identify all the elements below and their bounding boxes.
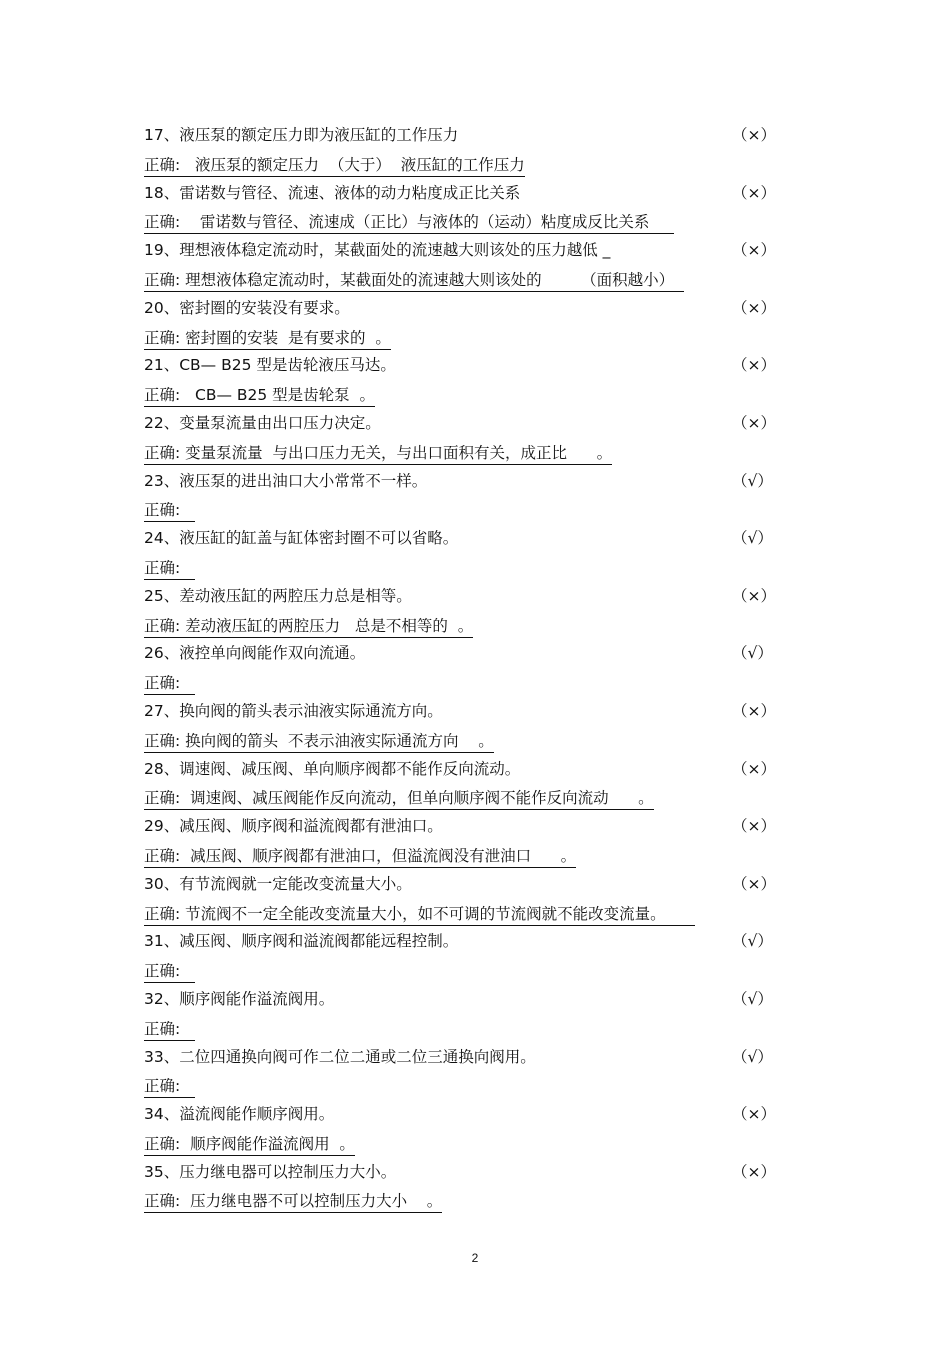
question-item [144, 812, 804, 870]
question-text: 20、密封圈的安装没有要求。 [144, 298, 350, 317]
question-item [144, 639, 804, 697]
question-text: 33、二位四通换向阀可作二位二通或二位三通换向阀用。 [144, 1047, 536, 1066]
question-line [144, 236, 804, 265]
answer-line [144, 783, 804, 812]
correction-text: 正确: 液压泵的额定压力 （大于） 液压缸的工作压力 [144, 154, 525, 177]
question-text: 22、变量泵流量由出口压力决定。 [144, 413, 381, 432]
question-item [144, 697, 804, 755]
correction-text: 正确: 密封圈的安装 是有要求的 。 [144, 327, 391, 350]
question-item [144, 1043, 804, 1101]
question-item [144, 985, 804, 1043]
judgement-mark: （√） [732, 989, 773, 1008]
correction-text: 正确: 压力继电器不可以控制压力大小 。 [144, 1190, 442, 1213]
question-text: 31、减压阀、顺序阀和溢流阀都能远程控制。 [144, 932, 459, 951]
page-number: 2 [471, 1251, 479, 1265]
question-item [144, 1158, 804, 1216]
question-line [144, 1100, 804, 1129]
answer-line [144, 956, 804, 985]
judgement-mark: （×） [732, 356, 776, 375]
correction-text: 正确: 换向阀的箭头 不表示油液实际通流方向 。 [144, 730, 494, 753]
answer-line [144, 668, 804, 697]
question-item [144, 582, 804, 640]
question-item [144, 351, 804, 409]
correction-text: 正确: [144, 499, 195, 522]
answer-line [144, 150, 804, 179]
question-text: 28、调速阀、减压阀、单向顺序阀都不能作反向流动。 [144, 759, 521, 778]
question-line [144, 697, 804, 726]
answer-line [144, 553, 804, 582]
question-text: 29、减压阀、顺序阀和溢流阀都有泄油口。 [144, 817, 443, 836]
answer-line [144, 438, 804, 467]
question-text: 34、溢流阀能作顺序阀用。 [144, 1105, 335, 1124]
question-item [144, 409, 804, 467]
question-line [144, 985, 804, 1014]
question-line [144, 351, 804, 380]
judgement-mark: （×） [732, 817, 776, 836]
question-text: 32、顺序阀能作溢流阀用。 [144, 989, 335, 1008]
question-item [144, 467, 804, 525]
question-item [144, 927, 804, 985]
correction-text: 正确: [144, 960, 195, 983]
judgement-mark: （√） [732, 529, 773, 548]
answer-line [144, 1129, 804, 1158]
judgement-mark: （√） [732, 932, 773, 951]
question-item [144, 524, 804, 582]
correction-text: 正确: 差动液压缸的两腔压力 总是不相等的 。 [144, 615, 473, 638]
correction-text: 正确: [144, 557, 195, 580]
question-line [144, 812, 804, 841]
question-line [144, 582, 804, 611]
answer-line [144, 207, 804, 236]
judgement-mark: （×） [732, 241, 776, 260]
question-text: 24、液压缸的缸盖与缸体密封圈不可以省略。 [144, 529, 459, 548]
question-text: 27、换向阀的箭头表示油液实际通流方向。 [144, 701, 443, 720]
answer-line [144, 841, 804, 870]
correction-text: 正确: 理想液体稳定流动时，某截面处的流速越大则该处的 （面积越小） [144, 269, 684, 292]
correction-text: 正确: 减压阀、顺序阀都有泄油口，但溢流阀没有泄油口 。 [144, 845, 576, 868]
judgement-mark: （×） [732, 586, 776, 605]
question-item [144, 294, 804, 352]
correction-text: 正确: [144, 1075, 195, 1098]
question-line [144, 927, 804, 956]
correction-text: 正确: [144, 672, 195, 695]
judgement-mark: （√） [732, 1047, 773, 1066]
answer-line [144, 726, 804, 755]
judgement-mark: （√） [732, 471, 773, 490]
judgement-mark: （×） [732, 1105, 776, 1124]
question-item [144, 179, 804, 237]
correction-text: 正确: 顺序阀能作溢流阀用 。 [144, 1133, 355, 1156]
judgement-mark: （×） [732, 126, 776, 144]
question-item [144, 121, 804, 179]
correction-text: 正确: 调速阀、减压阀能作反向流动，但单向顺序阀不能作反向流动 。 [144, 787, 654, 810]
question-line [144, 294, 804, 323]
answer-line [144, 1014, 804, 1043]
question-list [144, 121, 804, 1215]
question-text: 17、液压泵的额定压力即为液压缸的工作压力 [144, 126, 459, 144]
question-item [144, 1100, 804, 1158]
correction-text: 正确: 节流阀不一定全能改变流量大小，如不可调的节流阀就不能改变流量。 [144, 903, 695, 926]
question-line [144, 121, 804, 150]
question-line [144, 409, 804, 438]
answer-line [144, 1186, 804, 1215]
question-item [144, 755, 804, 813]
question-line [144, 179, 804, 208]
judgement-mark: （×） [732, 874, 776, 893]
question-item [144, 870, 804, 928]
question-text: 18、雷诺数与管径、流速、液体的动力粘度成正比关系 [144, 183, 521, 202]
question-line [144, 524, 804, 553]
question-text: 30、有节流阀就一定能改变流量大小。 [144, 874, 412, 893]
question-text: 21、CB— B25 型是齿轮液压马达。 [144, 356, 396, 375]
answer-line [144, 1071, 804, 1100]
answer-line [144, 611, 804, 640]
question-text: 23、液压泵的进出油口大小常常不一样。 [144, 471, 428, 490]
correction-text: 正确: 变量泵流量 与出口压力无关，与出口面积有关，成正比 。 [144, 442, 612, 465]
answer-line [144, 265, 804, 294]
question-line [144, 467, 804, 496]
question-text: 26、液控单向阀能作双向流通。 [144, 644, 366, 663]
question-line [144, 755, 804, 784]
answer-line [144, 323, 804, 352]
correction-text: 正确: CB— B25 型是齿轮泵 。 [144, 384, 375, 407]
question-text: 19、理想液体稳定流动时，某截面处的流速越大则该处的压力越低 _ [144, 241, 611, 260]
judgement-mark: （×） [732, 298, 776, 317]
judgement-mark: （×） [732, 183, 776, 202]
answer-line [144, 380, 804, 409]
judgement-mark: （×） [732, 701, 776, 720]
correction-text: 正确: 雷诺数与管径、流速成（正比）与液体的（运动）粘度成反比关系 [144, 211, 674, 234]
question-line [144, 1043, 804, 1072]
question-line [144, 870, 804, 899]
judgement-mark: （×） [732, 1162, 776, 1181]
question-line [144, 639, 804, 668]
question-line [144, 1158, 804, 1187]
question-text: 25、差动液压缸的两腔压力总是相等。 [144, 586, 412, 605]
correction-text: 正确: [144, 1018, 195, 1041]
judgement-mark: （×） [732, 759, 776, 778]
judgement-mark: （×） [732, 413, 776, 432]
question-text: 35、压力继电器可以控制压力大小。 [144, 1162, 397, 1181]
question-item [144, 236, 804, 294]
answer-line [144, 899, 804, 928]
judgement-mark: （√） [732, 644, 773, 663]
answer-line [144, 495, 804, 524]
